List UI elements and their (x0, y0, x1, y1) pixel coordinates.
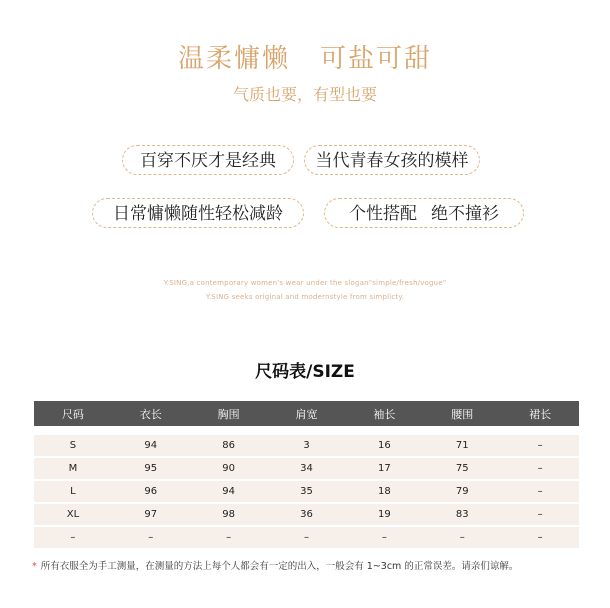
table-cell: 94 (144, 440, 158, 451)
title-left: 温柔慵懒 (177, 44, 290, 74)
tag-label: 当代青春女孩的模样 (315, 151, 469, 171)
tag-label: 绝不撞衫 (431, 204, 499, 224)
title-right: 可盐可甜 (320, 44, 433, 74)
note-text: 所有衣服全为手工测量，在测量的方法上每个人都会有一定的出入，一般会有 1~3cm 的正常误差。请亲们谅解。 (40, 561, 519, 572)
page-title (0, 38, 610, 75)
table-cell: 16 (378, 440, 391, 451)
slogan-line-2: Y.SING seeks original and modernstyle from simplicty. (205, 293, 405, 301)
table-cell: 98 (222, 509, 236, 520)
table-cell: 3 (303, 440, 310, 451)
header-cell: 尺码 (61, 407, 84, 421)
tag-youth (304, 145, 480, 175)
slogan-line-1: Y.SING,a contemporary women's wear under the slogan"simple/fresh/vogue" (163, 279, 447, 287)
header-cell: 裙长 (529, 407, 552, 421)
header-cell: 腰围 (451, 407, 474, 421)
table-cell: – (148, 532, 154, 543)
table-row (34, 458, 579, 479)
table-cell: M (68, 463, 78, 474)
table-cell: 96 (144, 486, 158, 497)
table-cell: L (70, 486, 76, 497)
header-cell: 肩宽 (295, 407, 318, 421)
table-cell: S (69, 440, 77, 451)
table-cell: – (304, 532, 309, 543)
tag-classic (122, 145, 294, 175)
table-cell: – (537, 486, 543, 497)
table-cell: – (537, 532, 543, 543)
table-row (34, 527, 579, 548)
table-cell: – (381, 532, 387, 543)
table-cell: XL (66, 509, 80, 520)
table-cell: 75 (455, 463, 469, 474)
table-header (34, 401, 579, 426)
size-table-title: 尺码表/SIZE (255, 362, 355, 382)
table-cell: 83 (455, 509, 469, 520)
table-cell: 71 (455, 440, 469, 451)
table-cell: 97 (144, 509, 158, 520)
table-cell: – (537, 463, 543, 474)
table-cell: 94 (222, 486, 236, 497)
tag-label: 日常慵懒随性轻松减龄 (113, 204, 283, 224)
tag-label: 个性搭配 (349, 204, 417, 224)
table-row (34, 481, 579, 502)
table-cell: 86 (222, 440, 236, 451)
table-cell: 36 (300, 509, 313, 520)
header-cell: 衣长 (139, 407, 162, 421)
measurement-note (32, 558, 592, 572)
size-table (34, 401, 579, 548)
table-cell: – (70, 532, 76, 543)
table-cell: 90 (222, 463, 236, 474)
page-subtitle: 气质也要，有型也要 (232, 85, 377, 104)
table-cell: 19 (378, 509, 391, 520)
table-cell: – (226, 532, 232, 543)
table-cell: 35 (300, 486, 313, 497)
table-row (34, 504, 579, 525)
header-cell: 袖长 (373, 407, 396, 421)
header-cell: 胸围 (217, 407, 240, 421)
tag-unique (324, 198, 524, 228)
tag-casual (92, 198, 304, 228)
table-cell: 34 (300, 463, 313, 474)
table-cell: 18 (378, 486, 391, 497)
table-cell: 17 (378, 463, 391, 474)
table-row (34, 435, 579, 456)
table-cell: – (459, 532, 465, 543)
table-cell: 95 (144, 463, 158, 474)
table-cell: – (537, 440, 543, 451)
asterisk-icon: * (32, 561, 37, 572)
table-cell: 79 (455, 486, 469, 497)
table-cell: – (537, 509, 543, 520)
tag-label: 百穿不厌才是经典 (140, 151, 276, 171)
